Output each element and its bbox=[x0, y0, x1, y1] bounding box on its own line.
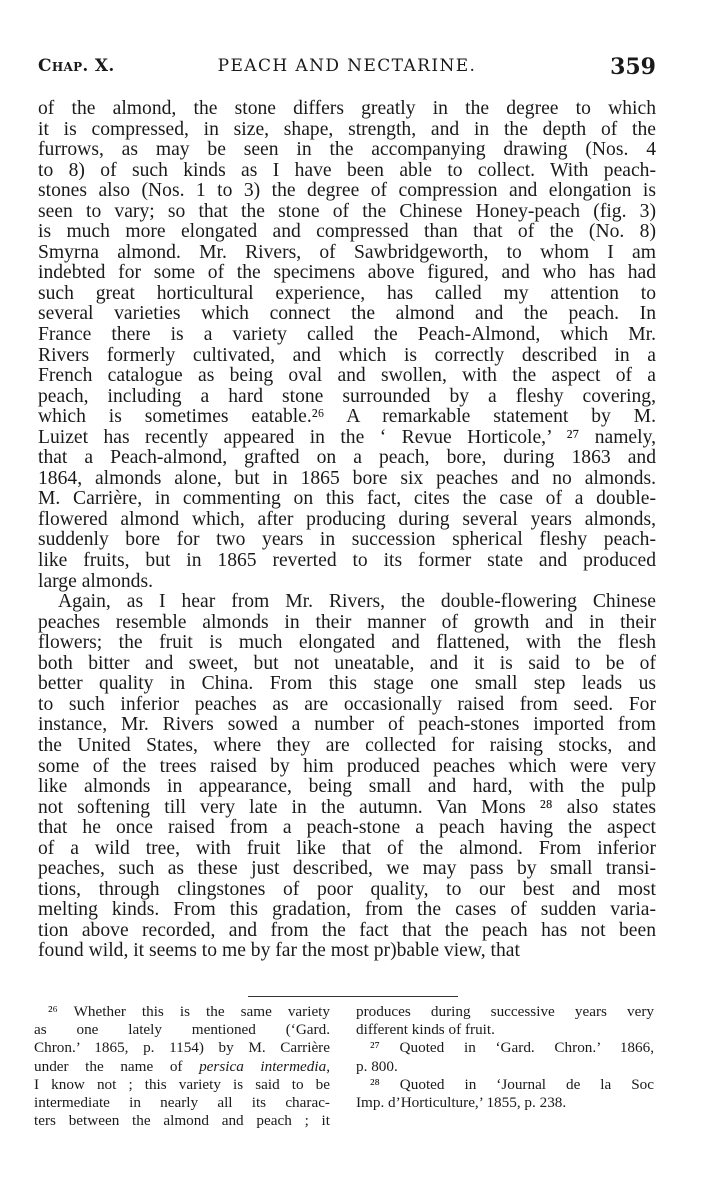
footnote-line: intermediate in nearly all its charac- bbox=[34, 1094, 330, 1112]
footnotes-right-column bbox=[356, 1003, 654, 1112]
body-line: stones also (Nos. 1 to 3) the degree of compression and elongation is bbox=[38, 180, 656, 202]
body-line: to 8) of such kinds as I have been able to collect. With peach- bbox=[38, 159, 656, 181]
footnote-line: ²⁸ Quoted in ‘Journal de la Soc bbox=[370, 1075, 654, 1093]
body-line: furrows, as may be seen in the accompanying drawing (Nos. 4 bbox=[38, 139, 656, 161]
chapter-label: Chap. X. bbox=[38, 56, 115, 76]
body-line: better quality in China. From this stage one small step leads us bbox=[38, 673, 656, 695]
body-line: Luizet has recently appeared in the ‘ Revue Horticole,’ ²⁷ namely, bbox=[38, 426, 656, 448]
footnote-line: different kinds of fruit. bbox=[356, 1021, 495, 1039]
body-line: M. Carrière, in commenting on this fact, cites the case of a double- bbox=[38, 488, 656, 510]
footnotes-left-column bbox=[34, 1003, 330, 1130]
body-line: flowers; the fruit is much elongated and flattened, with the flesh bbox=[38, 632, 656, 654]
footnote-line: ²⁷ Quoted in ‘Gard. Chron.’ 1866, bbox=[370, 1039, 654, 1057]
body-line: Smyrna almond. Mr. Rivers, of Sawbridgeworth, to whom I am bbox=[38, 241, 656, 263]
body-line: is much more elongated and compressed than that of the (No. 8) bbox=[38, 221, 656, 243]
page-number: 359 bbox=[610, 54, 656, 80]
body-line: several varieties which connect the almond and the peach. In bbox=[38, 303, 656, 325]
body-line: 1864, almonds alone, but in 1865 bore six peaches and no almonds. bbox=[38, 467, 656, 489]
body-line: the United States, where they are collected for raising stocks, and bbox=[38, 734, 656, 756]
footnote-line: ²⁶ Whether this is the same variety bbox=[48, 1003, 330, 1020]
body-line: French catalogue as being oval and swollen, with the aspect of a bbox=[38, 365, 656, 387]
footnote-line: I know not ; this variety is said to be bbox=[34, 1075, 330, 1093]
body-line: tions, through clingstones of poor quality, to our best and most bbox=[38, 878, 656, 900]
body-line: peaches resemble almonds in their manner of growth and in their bbox=[38, 611, 656, 633]
footnote-line: produces during successive years very bbox=[356, 1003, 654, 1020]
body-line: indebted for some of the specimens above figured, and who has had bbox=[38, 262, 656, 284]
body-line: flowered almond which, after producing during several years almonds, bbox=[38, 508, 656, 530]
footnote-line: Imp. d’Horticulture,’ 1855, p. 238. bbox=[356, 1094, 567, 1112]
body-line: seen to vary; so that the stone of the Chinese Honey-peach (fig. 3) bbox=[38, 200, 656, 222]
body-line: found wild, it seems to me by far the most pr)bable view, that bbox=[38, 940, 520, 962]
body-line: which is sometimes eatable.²⁶ A remarkable statement by M. bbox=[38, 406, 656, 428]
body-line: not softening till very late in the autumn. Van Mons ²⁸ also states bbox=[38, 796, 656, 818]
body-line: suddenly bore for two years in succession spherical fleshy peach- bbox=[38, 529, 656, 551]
footnote-divider bbox=[248, 996, 458, 997]
body-line: some of the trees raised by him produced peaches which were very bbox=[38, 755, 656, 777]
body-line: Again, as I hear from Mr. Rivers, the double-flowering Chinese bbox=[58, 591, 656, 613]
body-line: Rivers formerly cultivated, and which is correctly described in a bbox=[38, 344, 656, 366]
body-line: it is compressed, in size, shape, strength, and in the depth of the bbox=[38, 118, 656, 140]
body-line: peaches, such as these just described, we may pass by small transi- bbox=[38, 858, 656, 880]
body-line: large almonds. bbox=[38, 570, 153, 592]
body-line: such great horticultural experience, has called my attention to bbox=[38, 282, 656, 304]
body-text bbox=[38, 99, 656, 962]
body-line: of the almond, the stone differs greatly in the degree to which bbox=[38, 98, 656, 119]
footnote-line: under the name of persica intermedia, bbox=[34, 1057, 330, 1075]
body-line: that a Peach-almond, grafted on a peach, bore, during 1863 and bbox=[38, 447, 656, 469]
body-line: like almonds in appearance, being small and hard, with the pulp bbox=[38, 776, 656, 798]
body-line: France there is a variety called the Peach-Almond, which Mr. bbox=[38, 324, 656, 346]
page-title: PEACH AND NECTARINE. bbox=[217, 56, 477, 76]
footnote-line: ters between the almond and peach ; it bbox=[34, 1112, 330, 1130]
body-line: instance, Mr. Rivers sowed a number of peach-stones imported from bbox=[38, 714, 656, 736]
running-header bbox=[38, 54, 656, 84]
body-line: to such inferior peaches as are occasionally raised from seed. For bbox=[38, 693, 656, 715]
footnote-line: p. 800. bbox=[356, 1057, 398, 1075]
footnote-line: Chron.’ 1865, p. 1154) by M. Carrière bbox=[34, 1039, 330, 1057]
body-line: melting kinds. From this gradation, from the cases of sudden varia- bbox=[38, 899, 656, 921]
body-line: like fruits, but in 1865 reverted to its former state and produced bbox=[38, 550, 656, 572]
body-line: both bitter and sweet, but not uneatable, and it is said to be of bbox=[38, 652, 656, 674]
body-line: of a wild tree, with fruit like that of the almond. From inferior bbox=[38, 837, 656, 859]
body-line: peach, including a hard stone surrounded by a fleshy covering, bbox=[38, 385, 656, 407]
body-line: tion above recorded, and from the fact that the peach has not been bbox=[38, 919, 656, 941]
footnote-line: as one lately mentioned (‘Gard. bbox=[34, 1021, 330, 1039]
body-line: that he once raised from a peach-stone a peach having the aspect bbox=[38, 817, 656, 839]
